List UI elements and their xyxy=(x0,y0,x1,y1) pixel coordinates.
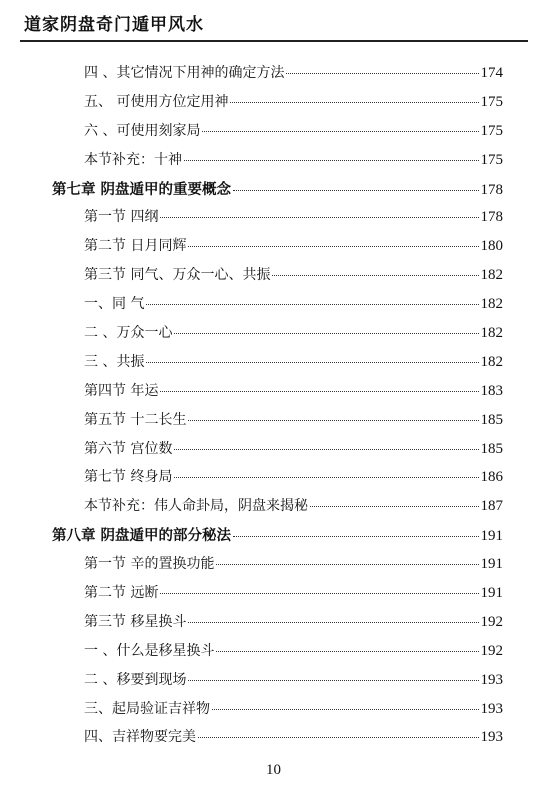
toc-entry-title: 二 、万众一心 xyxy=(84,325,173,342)
dot-leader xyxy=(188,680,478,681)
toc-entry[interactable] xyxy=(0,438,547,467)
toc-entry-title: 三、起局验证吉祥物 xyxy=(84,700,210,717)
toc-entry-page: 180 xyxy=(480,238,503,255)
toc-entry-page: 193 xyxy=(480,700,503,717)
header-rule xyxy=(20,40,528,42)
dot-leader xyxy=(160,391,478,392)
toc-entry-page: 186 xyxy=(480,469,503,486)
toc-entry-title: 本节补充：十神 xyxy=(84,151,182,168)
toc-entry-page: 185 xyxy=(480,440,503,457)
toc-entry-title: 第三节 移星换斗 xyxy=(84,613,187,630)
dot-leader xyxy=(184,160,479,161)
toc-entry-title: 第三节 同气、万众一心、共振 xyxy=(84,267,271,284)
toc-entry[interactable] xyxy=(0,293,547,322)
toc-entry[interactable] xyxy=(0,149,547,178)
toc-entry-page: 178 xyxy=(480,181,503,198)
toc-chapter-entry[interactable] xyxy=(0,178,547,207)
toc-entry[interactable] xyxy=(0,409,547,438)
toc-entry[interactable] xyxy=(0,351,547,380)
dot-leader xyxy=(160,593,478,594)
toc-entry-title: 第二节 远断 xyxy=(84,585,159,602)
toc-entry-page: 182 xyxy=(480,267,503,284)
toc-entry-page: 182 xyxy=(480,353,503,370)
toc-entry-title: 三 、共振 xyxy=(84,353,145,370)
toc-entry-page: 182 xyxy=(480,296,503,313)
dot-leader xyxy=(233,536,478,537)
toc-entry-page: 191 xyxy=(480,585,503,602)
dot-leader xyxy=(272,275,478,276)
dot-leader xyxy=(174,477,478,478)
toc-entry[interactable] xyxy=(0,726,547,755)
dot-leader xyxy=(212,709,479,710)
dot-leader xyxy=(233,190,478,191)
toc-entry-title: 一 、什么是移星换斗 xyxy=(84,642,215,659)
toc-entry-page: 175 xyxy=(480,93,503,110)
toc-entry[interactable] xyxy=(0,669,547,698)
toc-entry-page: 178 xyxy=(480,209,503,226)
toc-entry-title: 第五节 十二长生 xyxy=(84,411,187,428)
dot-leader xyxy=(160,217,478,218)
toc-entry-title: 第二节 日月同辉 xyxy=(84,238,187,255)
dot-leader xyxy=(188,246,478,247)
toc-entry-title: 四、吉祥物要完美 xyxy=(84,729,196,746)
toc-entry-title: 二 、移要到现场 xyxy=(84,671,187,688)
page-number: 10 xyxy=(266,762,281,778)
toc-entry-page: 193 xyxy=(480,729,503,746)
toc-entry[interactable] xyxy=(0,206,547,235)
toc-entry-title: 第四节 年运 xyxy=(84,382,159,399)
dot-leader xyxy=(146,304,478,305)
dot-leader xyxy=(198,737,479,738)
dot-leader xyxy=(286,73,478,74)
toc-entry-page: 191 xyxy=(480,528,503,545)
dot-leader xyxy=(188,622,478,623)
toc-entry[interactable] xyxy=(0,582,547,611)
toc-entry-page: 182 xyxy=(480,325,503,342)
toc-entry[interactable] xyxy=(0,466,547,495)
toc-entry-title: 第七章 阴盘遁甲的重要概念 xyxy=(52,180,232,198)
toc-entry[interactable] xyxy=(0,611,547,640)
dot-leader xyxy=(188,420,478,421)
dot-leader xyxy=(202,131,478,132)
toc-entry[interactable] xyxy=(0,380,547,409)
toc-entry[interactable] xyxy=(0,640,547,669)
running-header: 道家阴盘奇门遁甲风水 xyxy=(24,15,204,35)
toc-entry[interactable] xyxy=(0,495,547,524)
toc-entry-page: 175 xyxy=(480,122,503,139)
toc-entry-title: 第六节 宫位数 xyxy=(84,440,173,457)
toc-entry-page: 192 xyxy=(480,642,503,659)
dot-leader xyxy=(230,102,478,103)
toc-entry-page: 185 xyxy=(480,411,503,428)
dot-leader xyxy=(310,506,479,507)
toc-entry[interactable] xyxy=(0,322,547,351)
dot-leader xyxy=(216,651,478,652)
toc-entry[interactable] xyxy=(0,91,547,120)
toc-entry[interactable] xyxy=(0,264,547,293)
dot-leader xyxy=(174,449,478,450)
toc-entry[interactable] xyxy=(0,120,547,149)
toc-entry-title: 四 、其它情况下用神的确定方法 xyxy=(84,65,285,81)
toc-chapter-entry[interactable] xyxy=(0,524,547,553)
toc-entry-page: 183 xyxy=(480,382,503,399)
dot-leader xyxy=(174,333,478,334)
toc-entry[interactable] xyxy=(0,235,547,264)
toc-entry-page: 191 xyxy=(480,556,503,573)
toc-entry-page: 175 xyxy=(480,151,503,168)
toc-entry-title: 第一节 辛的置换功能 xyxy=(84,556,215,573)
table-of-contents xyxy=(0,62,547,755)
toc-entry[interactable] xyxy=(0,553,547,582)
toc-entry[interactable] xyxy=(0,698,547,727)
toc-entry-page: 192 xyxy=(480,613,503,630)
toc-entry-title: 一、同 气 xyxy=(84,296,145,313)
toc-entry-title: 第八章 阴盘遁甲的部分秘法 xyxy=(52,527,232,545)
toc-entry-title: 六 、可使用刻家局 xyxy=(84,122,201,139)
toc-entry[interactable] xyxy=(0,62,547,91)
dot-leader xyxy=(146,362,478,363)
toc-entry-page: 174 xyxy=(480,65,503,81)
dot-leader xyxy=(216,564,478,565)
toc-entry-title: 五、 可使用方位定用神 xyxy=(84,93,229,110)
toc-entry-page: 187 xyxy=(480,498,503,515)
toc-entry-title: 第一节 四纲 xyxy=(84,209,159,226)
toc-entry-title: 本节补充：伟人命卦局，阴盘来揭秘 xyxy=(84,498,308,515)
toc-entry-page: 193 xyxy=(480,671,503,688)
toc-entry-title: 第七节 终身局 xyxy=(84,469,173,486)
